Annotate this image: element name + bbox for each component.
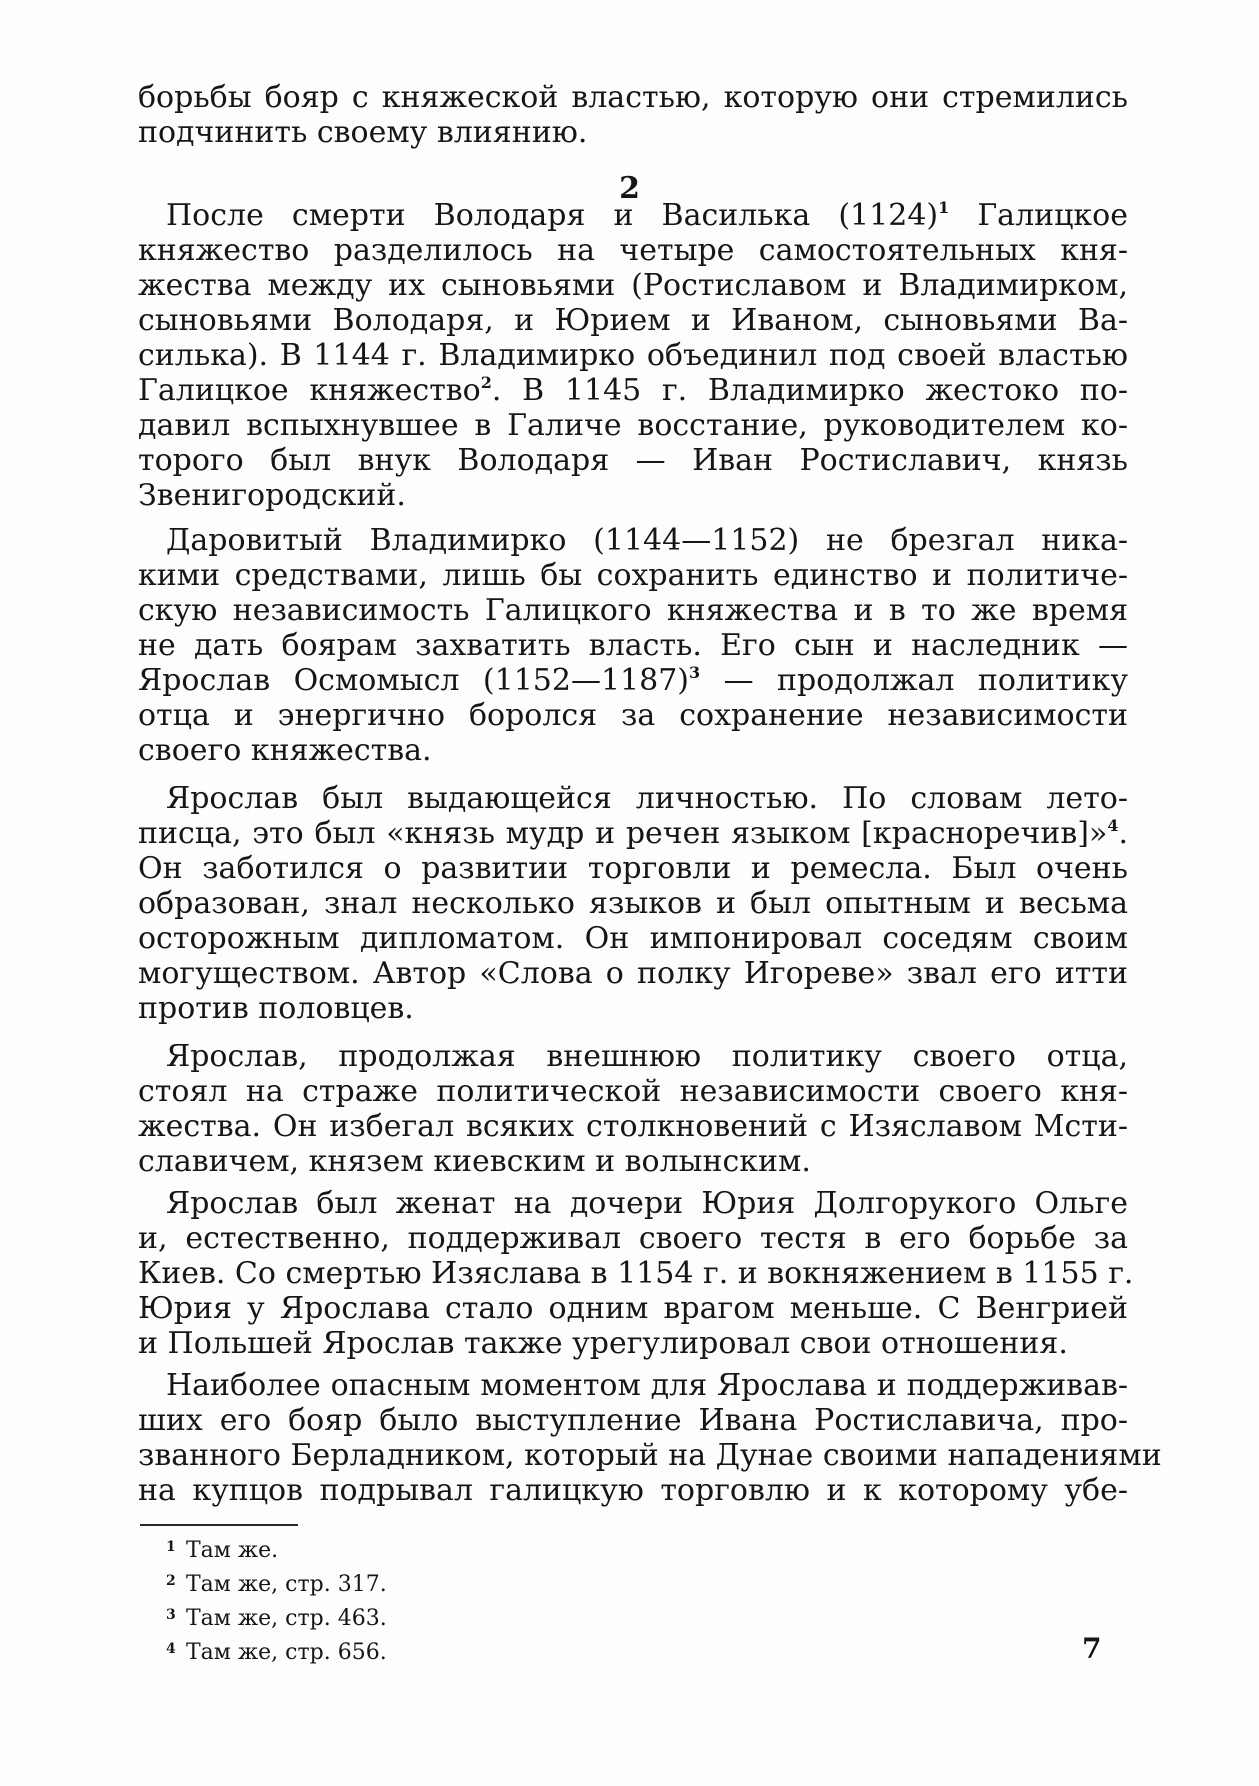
footnote-ref: 3 bbox=[689, 663, 701, 682]
page-number: 7 bbox=[1082, 1632, 1102, 1665]
text-line: скую независимость Галицкого княжества и в то же время bbox=[138, 593, 1128, 628]
text-line: Ярослав, продолжая внешнюю политику своего отца, bbox=[166, 1039, 1128, 1074]
text-line: образован, знал несколько языков и был опытным и весьма bbox=[138, 886, 1128, 921]
text-line: Ярослав был выдающейся личностью. По словам лето- bbox=[166, 781, 1128, 816]
text-line: Киев. Со смертью Изяслава в 1154 г. и вокняжением в 1155 г. bbox=[138, 1256, 1134, 1291]
text-line: силька). В 1144 г. Владимирко объединил под своей властью bbox=[138, 338, 1128, 373]
text-line: не дать боярам захватить власть. Его сын и наследник — bbox=[138, 628, 1128, 663]
paragraph-5 bbox=[138, 1186, 1134, 1361]
text-line: жества между их сыновьями (Ростиславом и Владимирком, bbox=[138, 268, 1128, 303]
text-line: и Польшей Ярослав также урегулировал свои отношения. bbox=[138, 1326, 1068, 1361]
footnotes bbox=[166, 1532, 387, 1668]
text-line: ших его бояр было выступление Ивана Ростиславича, про- bbox=[138, 1403, 1128, 1438]
footnote-ref: 4 bbox=[1107, 816, 1119, 835]
paragraph-2 bbox=[138, 523, 1128, 768]
text-line: славичем, князем киевским и волынским. bbox=[138, 1144, 811, 1179]
text-line: против половцев. bbox=[138, 991, 414, 1026]
footnote-1: 1 Там же. bbox=[166, 1538, 279, 1563]
text-line: давил вспыхнувшее в Галиче восстание, руководителем ко- bbox=[138, 408, 1128, 443]
paragraph-1 bbox=[138, 198, 1128, 513]
footnote-4: 4 Там же, стр. 656. bbox=[166, 1640, 387, 1665]
text-line: писца, это был «князь мудр и речен языком [красноречив]»$^4$. bbox=[138, 816, 1128, 851]
paragraph-6 bbox=[138, 1368, 1162, 1508]
footnote-3: 3 Там же, стр. 463. bbox=[166, 1606, 387, 1631]
text-line: Юрия у Ярослава стало одним врагом меньше. С Венгрией bbox=[138, 1291, 1128, 1326]
text-line: Галицкое княжество$^2$. В 1145 г. Владимирко жестоко по- bbox=[138, 373, 1128, 408]
text-line: Ярослав Осмомысл (1152—1187)$^3$ — продолжал политику bbox=[138, 663, 1129, 698]
text-line: После смерти Володаря и Василька (1124)$^1$ Галицкое bbox=[166, 198, 1128, 233]
text-line: Звенигородский. bbox=[138, 478, 406, 513]
footnote-2: 2 Там же, стр. 317. bbox=[166, 1572, 387, 1597]
section-number: 2 bbox=[619, 171, 640, 206]
text-line: и, естественно, поддерживал своего тестя в его борьбе за bbox=[138, 1221, 1128, 1256]
text-line: кими средствами, лишь бы сохранить единство и политиче- bbox=[138, 558, 1128, 593]
text-line: Ярослав был женат на дочери Юрия Долгорукого Ольге bbox=[166, 1186, 1128, 1221]
text-line: жества. Он избегал всяких столкновений с Изяславом Мсти- bbox=[138, 1109, 1128, 1144]
paragraph-3 bbox=[138, 781, 1128, 1026]
text-line: могуществом. Автор «Слова о полку Игореве» звал его итти bbox=[138, 956, 1128, 991]
text-line: Наиболее опасным моментом для Ярослава и поддерживав- bbox=[166, 1368, 1128, 1403]
text-line: княжество разделилось на четыре самостоятельных кня- bbox=[138, 233, 1128, 268]
text-line: торого был внук Володаря — Иван Ростиславич, князь bbox=[138, 443, 1128, 478]
text-line: Даровитый Владимирко (1144—1152) не брезгал ника- bbox=[166, 523, 1128, 558]
footnote-divider bbox=[140, 1524, 298, 1526]
text-line: на купцов подрывал галицкую торговлю и к которому убе- bbox=[138, 1473, 1128, 1508]
text-line: Он заботился о развитии торговли и ремесла. Был очень bbox=[138, 851, 1128, 886]
footnote-ref: 1 bbox=[938, 198, 950, 217]
text-line: званного Берладником, который на Дунае своими нападениями bbox=[138, 1438, 1162, 1473]
text-line: подчинить своему влиянию. bbox=[138, 115, 588, 150]
paragraph-4 bbox=[138, 1039, 1128, 1179]
footnote-ref: 2 bbox=[480, 373, 492, 392]
text-line: борьбы бояр с княжеской властью, которую они стремились bbox=[138, 80, 1128, 115]
text-line: осторожным дипломатом. Он импонировал соседям своим bbox=[138, 921, 1128, 956]
text-line: своего княжества. bbox=[138, 733, 432, 768]
top-paragraph bbox=[138, 80, 1128, 150]
text-line: стоял на страже политической независимости своего кня- bbox=[138, 1074, 1128, 1109]
text-line: сыновьями Володаря, и Юрием и Иваном, сыновьями Ва- bbox=[138, 303, 1128, 338]
text-line: отца и энергично боролся за сохранение независимости bbox=[138, 698, 1128, 733]
